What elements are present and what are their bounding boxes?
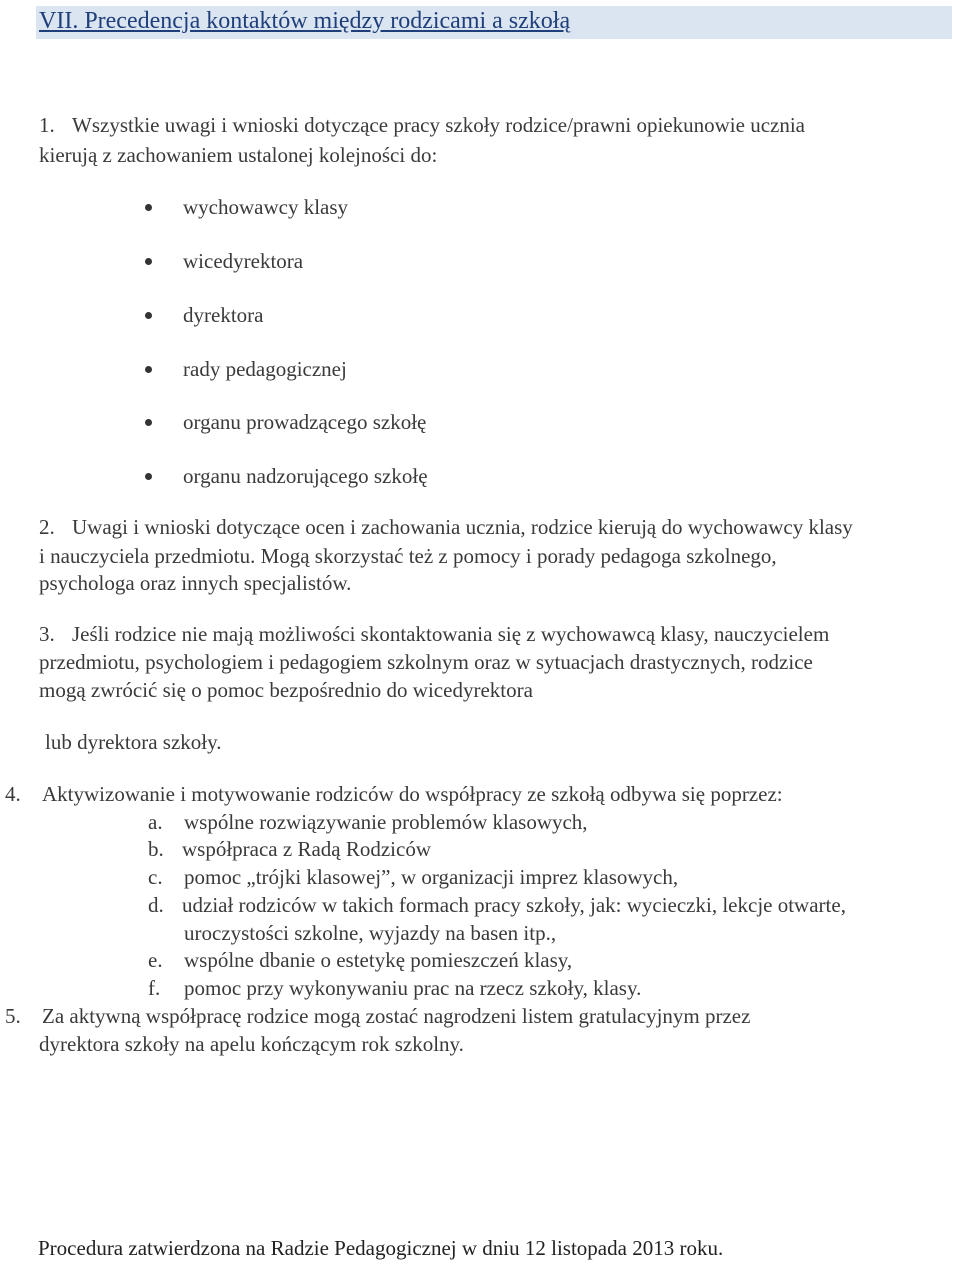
paragraph-3-line-2-wrap <box>39 648 949 676</box>
bullet-icon <box>145 419 152 426</box>
paragraph-5-line-1: Za aktywną współpracę rodzice mogą zostać nagrodzeni listem gratulacyjnym przez <box>42 1004 751 1028</box>
paragraph-2-line-2: i nauczyciela przedmiotu. Mogą skorzystać też z pomocy i porady pedagoga szkolnego, <box>39 544 777 568</box>
paragraph-3-line-1: Jeśli rodzice nie mają możliwości skontaktowania się z wychowawcą klasy, nauczycielem <box>72 622 830 646</box>
sub-list-letter: f. <box>148 976 161 1000</box>
section-heading-bar <box>36 6 952 39</box>
list-item-text: wicedyrektora <box>183 249 304 273</box>
section-heading: VII. Precedencja kontaktów między rodzicami a szkołą <box>39 8 571 34</box>
paragraph-2-line-2-wrap <box>39 542 949 570</box>
paragraph-5-line-2: dyrektora szkoły na apelu kończącym rok szkolny. <box>39 1032 464 1056</box>
paragraph-2-line-3: psychologa oraz innych specjalistów. <box>39 571 352 595</box>
paragraph-4-line-1: Aktywizowanie i motywowanie rodziców do współpracy ze szkołą odbywa się poprzez: <box>42 782 783 806</box>
bullet-icon <box>145 204 152 211</box>
paragraph-3-line-4: lub dyrektora szkoły. <box>45 730 222 754</box>
sub-list-letter: e. <box>148 948 163 972</box>
sub-list-letter: b. <box>148 837 164 861</box>
bullet-icon <box>145 366 152 373</box>
list-item-text: organu nadzorującego szkołę <box>183 464 428 488</box>
paragraph-2-line-1: Uwagi i wnioski dotyczące ocen i zachowania ucznia, rodzice kierują do wychowawcy klasy <box>72 515 853 539</box>
sub-list-text: udział rodziców w takich formach pracy szkoły, jak: wycieczki, lekcje otwarte, <box>182 893 846 917</box>
sub-list-text: wspólne dbanie o estetykę pomieszczeń klasy, <box>184 948 573 972</box>
paragraph-3-line-3: mogą zwrócić się o pomoc bezpośrednio do wicedyrektora <box>39 678 533 702</box>
sub-list-letter: a. <box>148 810 163 834</box>
sub-list-text: wspólne rozwiązywanie problemów klasowych, <box>184 810 588 834</box>
list-item-text: wychowawcy klasy <box>183 195 349 219</box>
sub-list-text: pomoc „trójki klasowej”, w organizacji imprez klasowych, <box>184 865 679 889</box>
paragraph-4 <box>5 780 783 808</box>
paragraph-3-line-2: przedmiotu, psychologiem i pedagogiem szkolnym oraz w sytuacjach drastycznych, rodzice <box>39 650 813 674</box>
paragraph-1-number: 1. <box>39 113 55 137</box>
paragraph-1 <box>39 111 949 139</box>
bullet-icon <box>145 312 152 319</box>
paragraph-3 <box>39 620 949 648</box>
paragraph-1-line-1: Wszystkie uwagi i wnioski dotyczące pracy szkoły rodzice/prawni opiekunowie ucznia <box>72 113 806 137</box>
bullet-icon <box>145 258 152 265</box>
paragraph-5 <box>5 1002 949 1030</box>
list-item-text: organu prowadzącego szkołę <box>183 410 427 434</box>
sub-list-text: współpraca z Radą Rodziców <box>182 837 431 861</box>
list-item-text: dyrektora <box>183 303 264 327</box>
sub-list-letter: d. <box>148 893 164 917</box>
paragraph-4-number: 4. <box>5 782 21 806</box>
list-item-text: rady pedagogicznej <box>183 357 347 381</box>
paragraph-2-number: 2. <box>39 515 55 539</box>
approval-note: Procedura zatwierdzona na Radzie Pedagogicznej w dniu 12 listopada 2013 roku. <box>38 1236 724 1260</box>
sub-list-letter: c. <box>148 865 163 889</box>
sub-list-text: pomoc przy wykonywaniu prac na rzecz szkoły, klasy. <box>184 976 642 1000</box>
paragraph-2 <box>39 513 949 541</box>
sub-list-text-continued: uroczystości szkolne, wyjazdy na basen itp., <box>184 921 557 945</box>
paragraph-3-number: 3. <box>39 622 55 646</box>
bullet-icon <box>145 473 152 480</box>
paragraph-1-line-2: kierują z zachowaniem ustalonej kolejności do: <box>39 143 438 167</box>
paragraph-5-number: 5. <box>5 1004 21 1028</box>
